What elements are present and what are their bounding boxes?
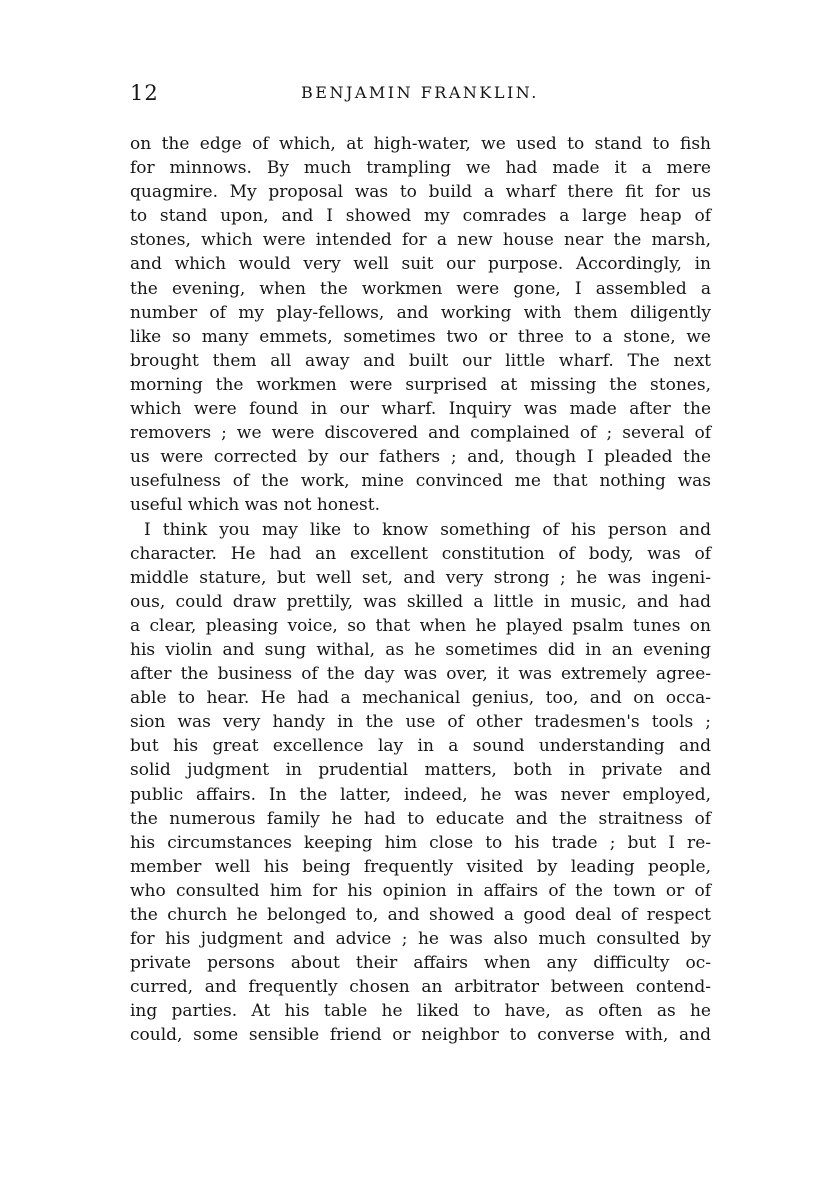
text-line: which were found in our wharf. Inquiry was made after the [130, 399, 711, 420]
text-line: curred, and frequently chosen an arbitrator between contend- [130, 977, 711, 998]
text-line: quagmire. My proposal was to build a wharf there fit for us [130, 182, 711, 203]
text-line: usefulness of the work, mine convinced me that nothing was [130, 471, 711, 492]
running-title: BENJAMIN FRANKLIN. [301, 83, 539, 102]
text-line: his circumstances keeping him close to his trade ; but I re- [130, 832, 711, 853]
text-line: the evening, when the workmen were gone, I assembled a [130, 278, 711, 299]
text-line: a clear, pleasing voice, so that when he played psalm tunes on [130, 615, 711, 636]
text-line: his violin and sung withal, as he sometimes did in an evening [130, 639, 711, 660]
body-text [130, 132, 711, 1048]
text-line: member well his being frequently visited by leading people, [130, 856, 711, 877]
text-line: ing parties. At his table he liked to have, as often as he [130, 1001, 711, 1022]
text-line: to stand upon, and I showed my comrades a large heap of [130, 206, 711, 227]
text-line: and which would very well suit our purpose. Accordingly, in [130, 254, 711, 275]
text-line: us were corrected by our fathers ; and, though I pleaded the [130, 447, 711, 468]
text-line: number of my play-fellows, and working with them diligently [130, 302, 711, 323]
text-line: for his judgment and advice ; he was also much consulted by [130, 929, 711, 950]
text-line: morning the workmen were surprised at missing the stones, [130, 374, 711, 395]
text-line: for minnows. By much trampling we had made it a mere [130, 158, 711, 179]
text-line: able to hear. He had a mechanical genius, too, and on occa- [130, 688, 711, 709]
text-line: like so many emmets, sometimes two or three to a stone, we [130, 326, 711, 347]
text-line: could, some sensible friend or neighbor to converse with, and [130, 1025, 711, 1046]
text-line: after the business of the day was over, it was extremely agree- [130, 664, 711, 685]
text-line: stones, which were intended for a new house near the marsh, [130, 230, 711, 251]
paragraph [130, 132, 711, 518]
page-number: 12 [130, 81, 159, 105]
text-line: the numerous family he had to educate and the straitness of [130, 808, 711, 829]
text-line: I think you may like to know something of his person and [144, 519, 711, 540]
text-line: private persons about their affairs when any difficulty oc- [130, 953, 711, 974]
text-line: solid judgment in prudential matters, both in private and [130, 760, 711, 781]
paragraph [130, 518, 711, 1048]
page-header [130, 76, 711, 110]
text-line: the church he belonged to, and showed a good deal of respect [130, 905, 711, 925]
text-line: character. He had an excellent constitution of body, was of [130, 543, 711, 564]
text-line: sion was very handy in the use of other tradesmen's tools ; [130, 712, 711, 733]
text-line: useful which was not honest. [130, 495, 381, 516]
text-line: brought them all away and built our little wharf. The next [130, 350, 711, 371]
text-line: but his great excellence lay in a sound understanding and [130, 736, 711, 757]
text-line: on the edge of which, at high-water, we used to stand to fish [130, 134, 711, 154]
text-line: public affairs. In the latter, indeed, he was never employed, [130, 784, 711, 805]
text-line: removers ; we were discovered and complained of ; several of [130, 423, 711, 444]
text-line: middle stature, but well set, and very strong ; he was ingeni- [130, 567, 711, 588]
text-line: ous, could draw prettily, was skilled a little in music, and had [130, 591, 711, 612]
text-line: who consulted him for his opinion in affairs of the town or of [130, 880, 711, 901]
